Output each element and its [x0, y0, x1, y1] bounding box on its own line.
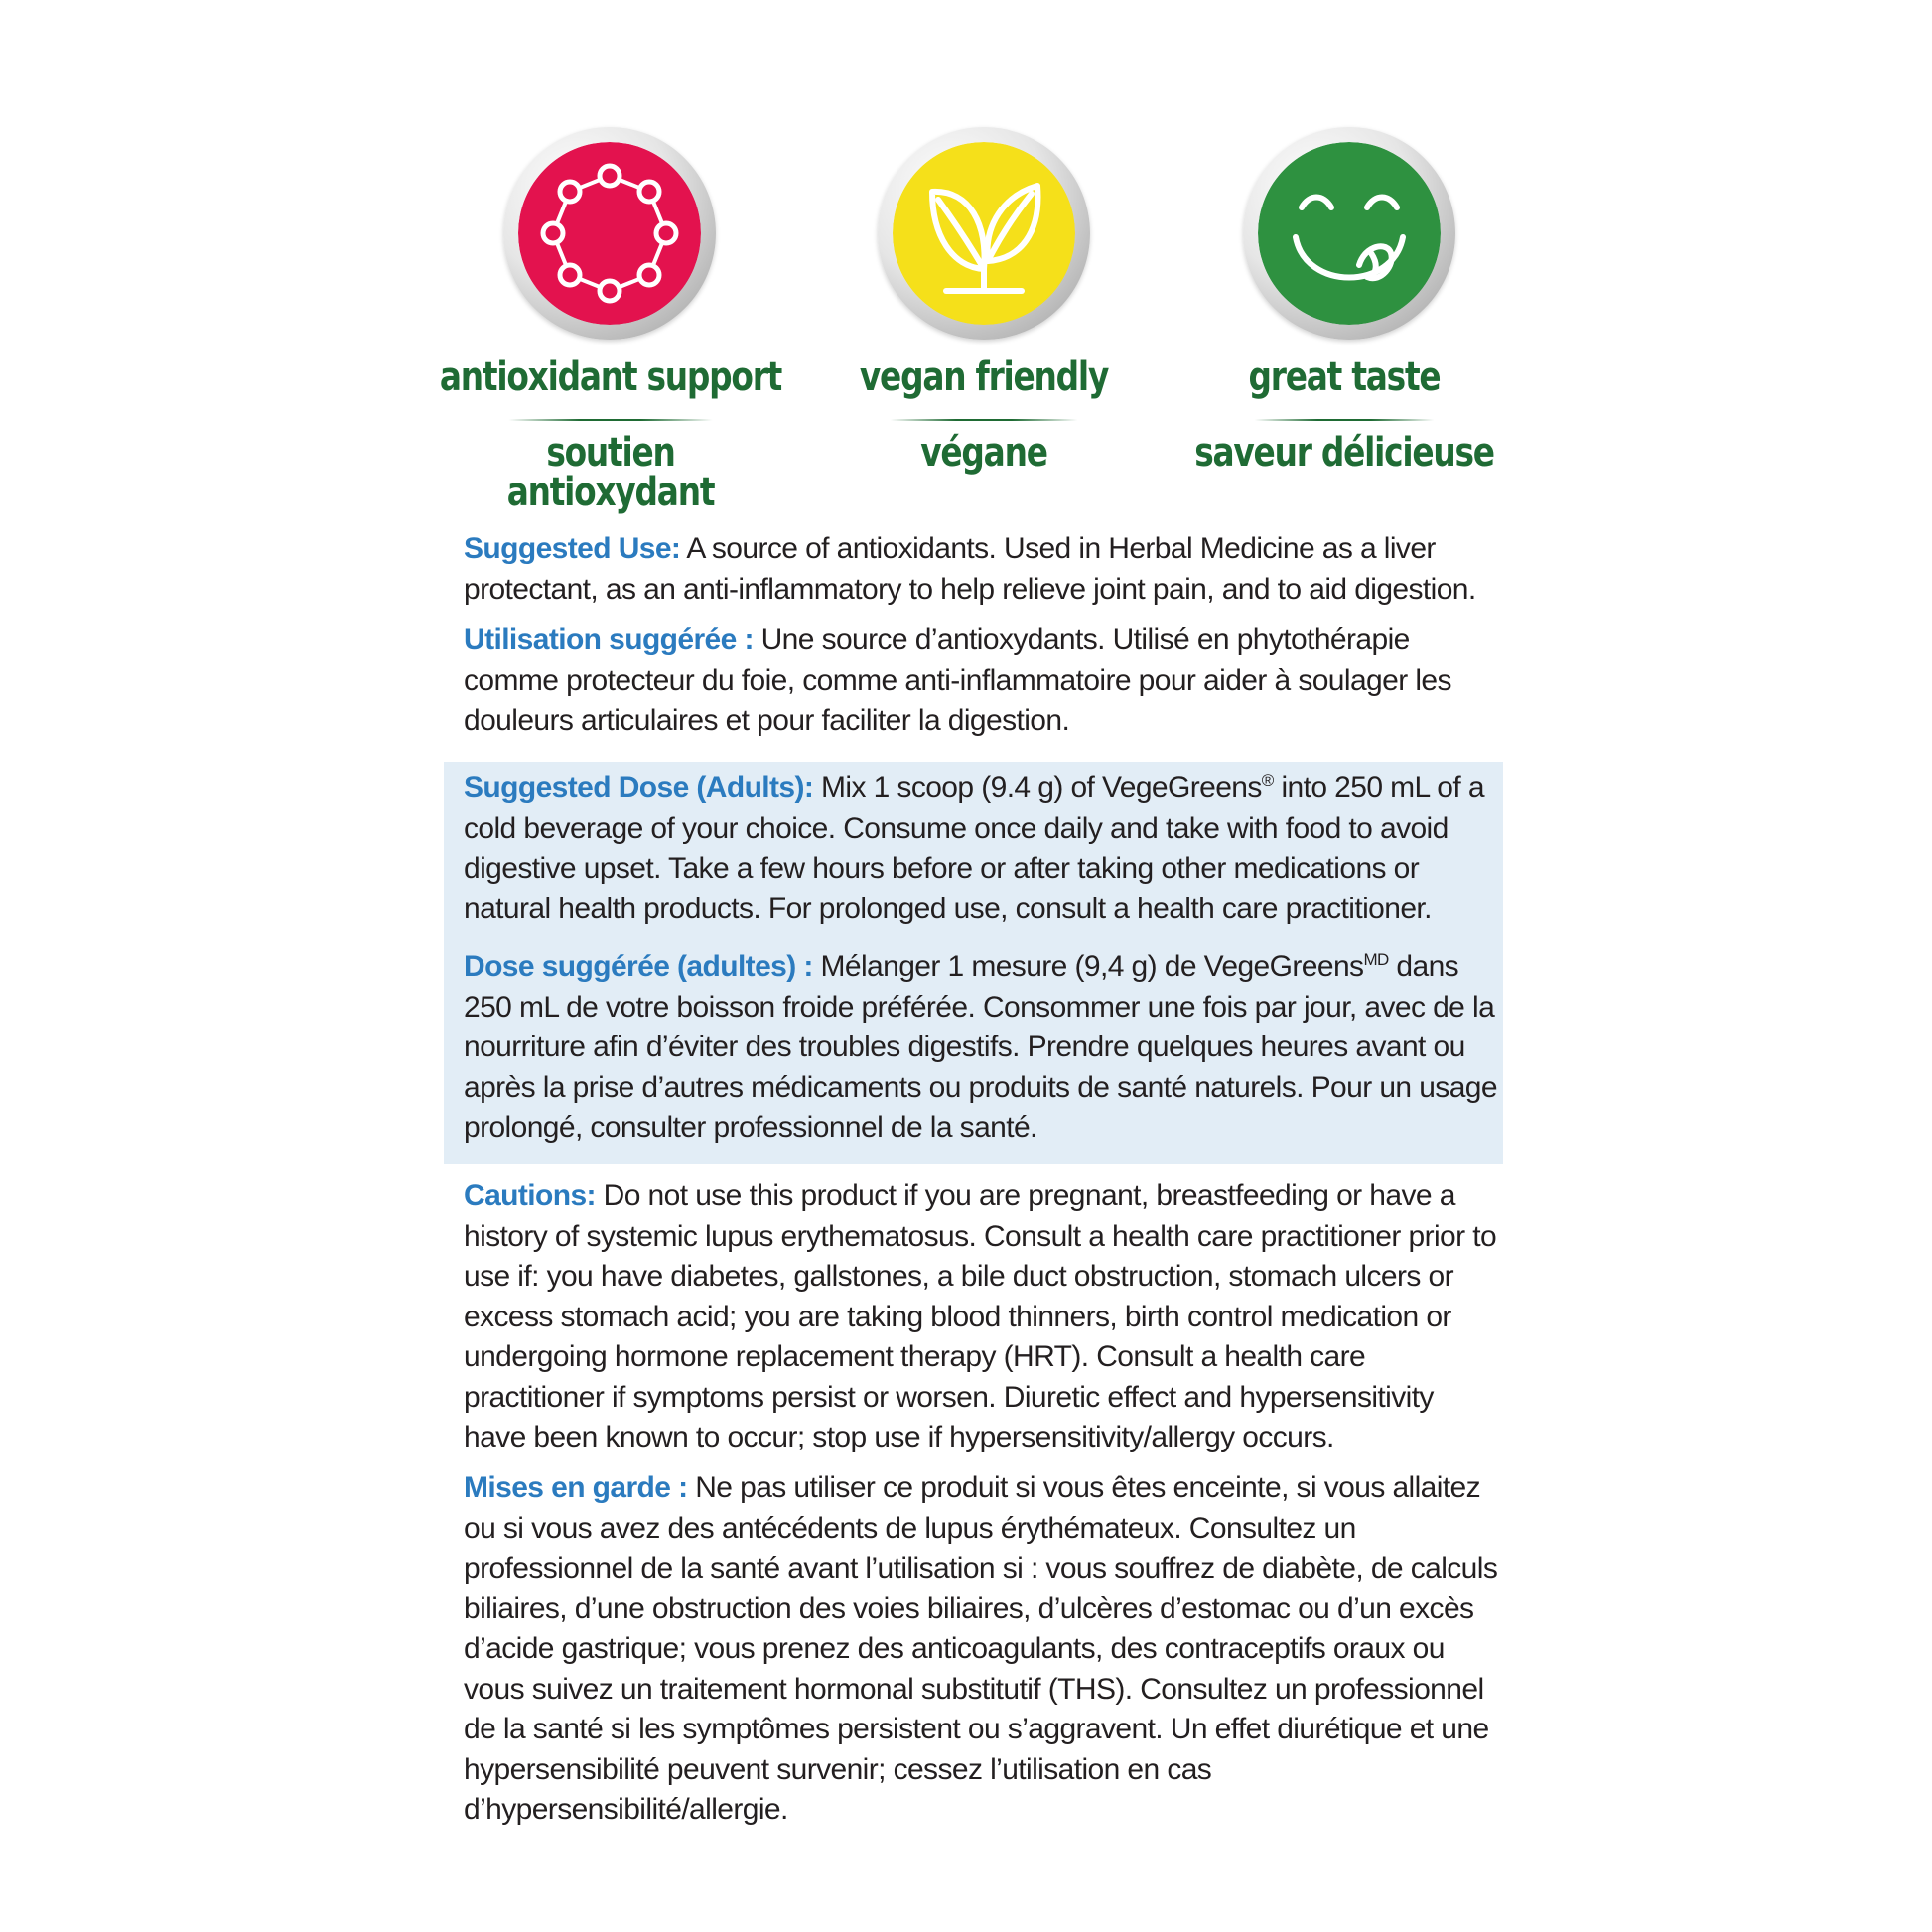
caption-fr: soutien antioxydant: [506, 430, 715, 515]
caption-en: antioxidant support: [439, 354, 782, 400]
caption-en: great taste: [1248, 354, 1441, 400]
antioxidant-caption: [439, 354, 782, 515]
vegan-badge: [878, 127, 1090, 340]
suggested-dose-en: [464, 768, 1501, 929]
section-label: Utilisation suggérée :: [464, 623, 754, 656]
section-text: Une source d’antioxydants. Utilisé en phytothérapie comme protecteur du foie, comme anti-inflammatoire pour aider à soulager les douleurs articulaires et pour faciliter la digestion.: [464, 623, 1451, 737]
section-text: Mix 1 scoop (9.4 g) of VegeGreens: [813, 771, 1262, 804]
cautions-fr: [464, 1468, 1501, 1831]
feature-badges: [0, 0, 1932, 515]
leaf-sprout-icon: [893, 142, 1075, 325]
caption-fr: végane: [920, 430, 1047, 476]
antioxidant-badge: [503, 127, 716, 340]
caption-divider: [1255, 419, 1434, 421]
suggested-use-en: [464, 529, 1501, 610]
antioxidant-molecule-icon: [518, 142, 701, 325]
section-text: Ne pas utiliser ce produit si vous êtes enceinte, si vous allaitez ou si vous avez des antécédents de lupus érythémateux. Consultez un professionnel de la santé avant l’utilisation si : vous souffrez de diabète, de calculs biliaires, d’une obstruction des voies biliaires, d’ulcères d’estomac ou d’un excès d’acide gastrique; vous prenez des anticoagulants, des contraceptifs oraux ou vous suivez un traitement hormonal substitutif (THS). Consultez un professionnel de la santé si les symptômes persistent ou s’aggravent. Un effet diurétique et une hypersensibilité peuvent survenir; cessez l’utilisation en cas d’hypersensibilité/allergie.: [464, 1471, 1498, 1826]
section-text: Mélanger 1 mesure (9,4 g) de VegeGreens: [812, 950, 1364, 983]
caption-fr: saveur délicieuse: [1194, 430, 1494, 476]
section-label: Mises en garde :: [464, 1471, 688, 1504]
registered-mark: ®: [1261, 771, 1274, 790]
registered-mark: MD: [1363, 950, 1389, 969]
section-label: Cautions:: [464, 1179, 596, 1212]
caption-divider: [891, 419, 1078, 421]
section-label: Dose suggérée (adultes) :: [464, 950, 813, 983]
section-text: into 250 mL of a cold beverage of your choice. Consume once daily and take with food to avoid digestive upset. Take a few hours before or after taking other medications or natural health products. For prolonged use, consult a health care practitioner.: [464, 771, 1484, 925]
section-text: A source of antioxidants. Used in Herbal Medicine as a liver protectant, as an anti-inflammatory to help relieve joint pain, and to aid digestion.: [464, 532, 1476, 606]
section-label: Suggested Dose (Adults):: [464, 771, 814, 804]
caption-en: vegan friendly: [859, 354, 1109, 400]
caption-divider: [509, 419, 713, 421]
section-text: dans 250 mL de votre boisson froide préférée. Consommer une fois par jour, avec de la nourriture afin d’éviter des troubles digestifs. Prendre quelques heures avant ou après la prise d’autres médicaments ou produits de santé naturels. Pour un usage prolongé, consulter professionnel de la santé.: [464, 950, 1497, 1144]
suggested-use-fr: [464, 621, 1501, 742]
cautions-en: [464, 1176, 1501, 1458]
suggested-dose-fr: [464, 947, 1501, 1149]
great-taste-caption: [1173, 354, 1515, 476]
great-taste-badge: [1243, 127, 1455, 340]
vegan-caption: [813, 354, 1155, 476]
section-text: Do not use this product if you are pregnant, breastfeeding or have a history of systemic lupus erythematosus. Consult a health care practitioner prior to use if: you have diabetes, gallstones, a bile duct obstruction, stomach ulcers or excess stomach acid; you are taking blood thinners, birth control medication or undergoing hormone replacement therapy (HRT). Consult a health care practitioner if symptoms persist or worsen. Diuretic effect and hypersensitivity have been known to occur; stop use if hypersensitivity/allergy occurs.: [464, 1179, 1497, 1453]
section-label: Suggested Use:: [464, 532, 681, 565]
smiley-tongue-icon: [1258, 142, 1441, 325]
